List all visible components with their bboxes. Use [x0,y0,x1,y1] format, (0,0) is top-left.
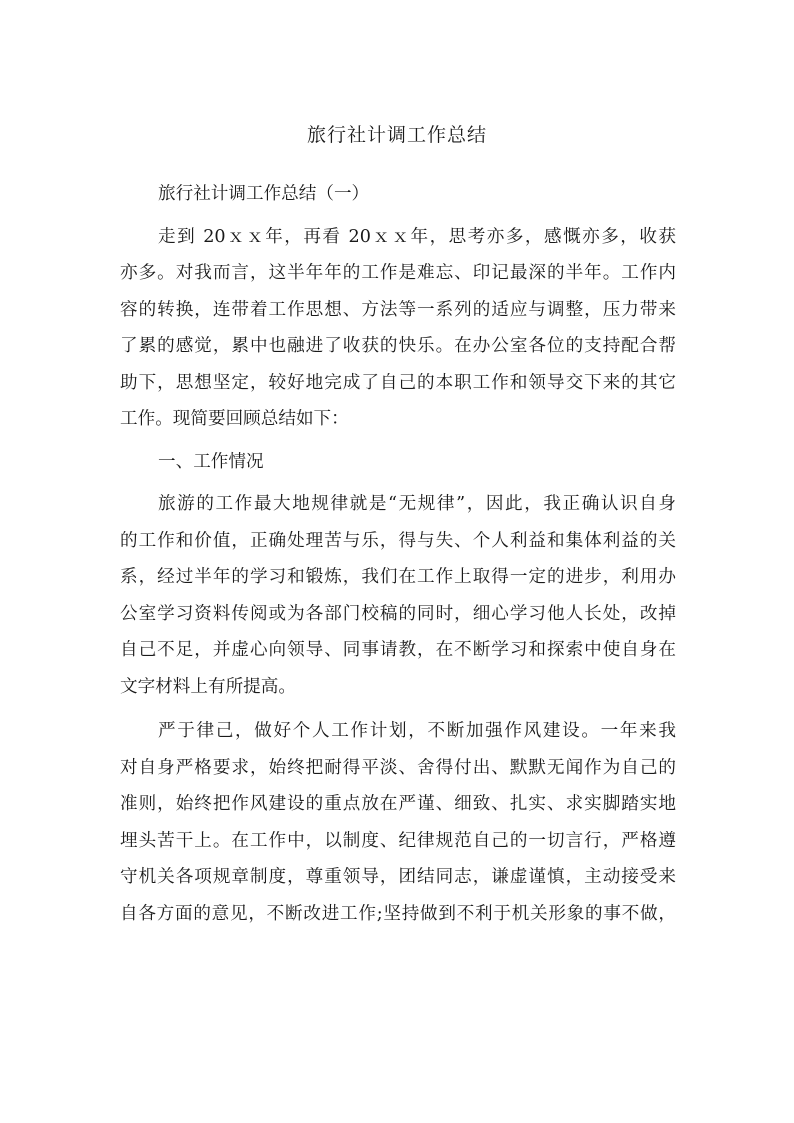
paragraph-1 [120,219,676,438]
paragraph-line: 走到 20ｘｘ年，再看 20ｘｘ年，思考亦多，感慨亦多，收获 [158,226,676,247]
paragraph-line: 工作。现简要回顾总结如下： [120,409,349,429]
paragraph-line: 严于律己，做好个人工作计划，不断加强作风建设。一年来我 [158,721,676,741]
paragraph-line: 准则，始终把作风建设的重点放在严谨、细致、扎实、求实脚踏实地 [120,794,676,814]
document-body [120,176,676,932]
paragraph-line: 守机关各项规章制度，尊重领导，团结同志，谦虚谨慎，主动接受来 [120,867,676,887]
paragraph-line: 容的转换，连带着工作思想、方法等一系列的适应与调整，压力带来 [120,299,676,320]
paragraph-line: 公室学习资料传阅或为各部门校稿的同时，细心学习他人长处，改掉 [120,603,676,624]
paragraph-line: 对自身严格要求，始终把耐得平淡、舍得付出、默默无闻作为自己的 [120,757,676,778]
paragraph-2 [120,486,676,705]
paragraph-3 [120,713,676,932]
paragraph-line: 亦多。对我而言，这半年年的工作是难忘、印记最深的半年。工作内 [120,263,676,283]
paragraph-line: 埋头苦干上。在工作中，以制度、纪律规范自己的一切言行，严格遵 [120,830,676,851]
paragraph-line: 自各方面的意见，不断改进工作;坚持做到不利于机关形象的事不做， [120,903,676,924]
paragraph-line: 了累的感觉，累中也融进了收获的快乐。在办公室各位的支持配合帮 [120,336,676,356]
paragraph-line: 自己不足，并虚心向领导、同事请教，在不断学习和探索中使自身在 [120,640,676,660]
paragraph-line: 系，经过半年的学习和锻炼，我们在工作上取得一定的进步，利用办 [120,567,676,587]
document-title: 旅行社计调工作总结 [306,124,487,146]
paragraph-line: 文字材料上有所提高。 [120,676,296,697]
paragraph-line: 助下，思想坚定，较好地完成了自己的本职工作和领导交下来的其它 [120,372,676,393]
paragraph-line: 的工作和价值，正确处理苦与乐，得与失、个人利益和集体利益的关 [120,530,676,551]
document-subtitle: 旅行社计调工作总结（一） [158,184,370,204]
section-heading: 一、工作情况 [158,451,264,472]
paragraph-line: 旅游的工作最大地规律就是“无规律”，因此，我正确认识自身 [158,494,676,514]
